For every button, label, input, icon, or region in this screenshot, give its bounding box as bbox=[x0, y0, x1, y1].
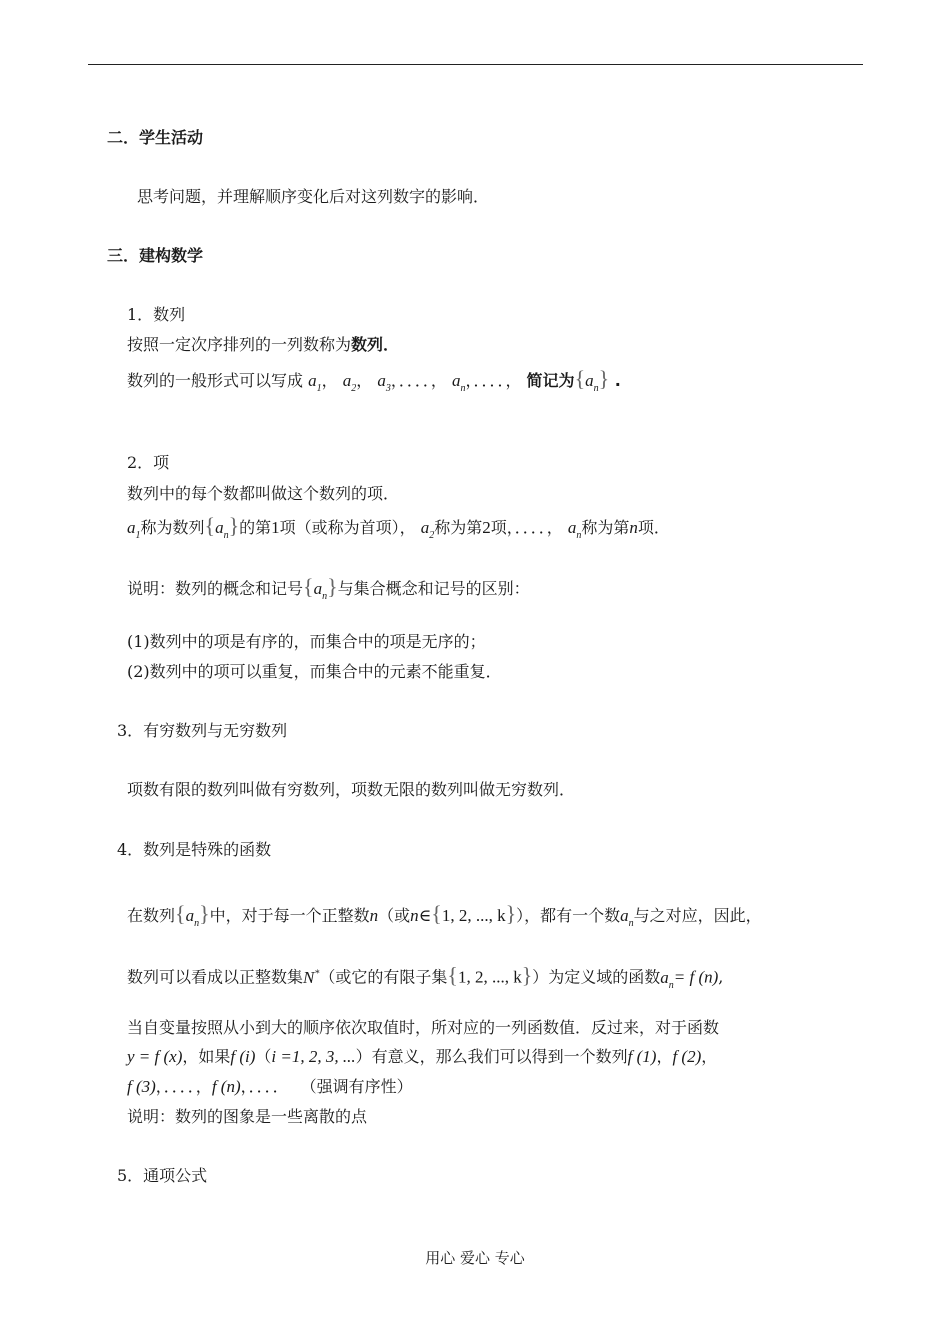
function-fn: = f (n) bbox=[673, 967, 719, 987]
function-para-line-4: y = f (x)，如果f (i)（i =1, 2, 3, ...）有意义，那么我们可以得到一个数列f (1)，f (2)， bbox=[127, 1047, 718, 1066]
finite-index-set: 1, 2, ..., k bbox=[457, 967, 522, 987]
student-activity-text: 思考问题，并理解顺序变化后对这列数字的影响． bbox=[137, 187, 490, 206]
sequence-notation-an: $a_n$ bbox=[185, 906, 200, 929]
difference-item-1: (1)数列中的项是有序的，而集合中的项是无序的； bbox=[127, 632, 486, 651]
finite-index-set: 1, 2, ..., k bbox=[441, 906, 506, 925]
section-heading-student-activity: 二．学生活动 bbox=[107, 128, 204, 147]
sequence-definition bbox=[127, 334, 399, 356]
emphasis-order-note: （强调有序性） bbox=[300, 1077, 413, 1096]
notation-note: 说明：数列的概念和记号$\{a_n\}$与集合概念和记号的区别： bbox=[127, 574, 530, 602]
finite-infinite-definition: 项数有限的数列叫做有穷数列，项数无限的数列叫做无穷数列． bbox=[127, 780, 576, 799]
page-footer: 用心 爱心 专心 bbox=[425, 1249, 525, 1267]
subheading-sequence: 1．数列 bbox=[127, 305, 186, 324]
index-two: 2 bbox=[482, 518, 491, 537]
term-naming-line: $a_1$称为数列$\{a_n\}$的第1项（或称为首项）， $a_2$称为第2项，．．．．， $a_n$称为第n项． bbox=[127, 513, 670, 541]
term-an: $a_n$ bbox=[620, 906, 634, 929]
element-of-symbol: ∈ bbox=[418, 906, 432, 925]
term-a2: $a_2$ bbox=[420, 518, 435, 541]
sequence-notation-an: $a_n$ bbox=[313, 579, 328, 602]
term-a2: $a_2$ bbox=[342, 371, 357, 394]
index-one: 1 bbox=[271, 518, 280, 537]
subheading-term: 2．项 bbox=[127, 453, 170, 472]
term-a1: $a_1$ bbox=[308, 371, 322, 394]
definition-text: 按照一定次序排列的一列数称为 bbox=[127, 335, 352, 354]
short-notation-label: 简记为 bbox=[526, 371, 575, 390]
ellipsis: ，．．．．， bbox=[390, 371, 447, 390]
subheading-special-function: 4．数列是特殊的函数 bbox=[117, 840, 272, 859]
subheading-general-term-formula: 5．通项公式 bbox=[117, 1166, 208, 1185]
term-f2: f (2) bbox=[672, 1047, 702, 1066]
term-a3: $a_3$ bbox=[377, 371, 391, 394]
term-fn: f (n) bbox=[211, 1077, 241, 1096]
general-form-text: 数列的一般形式可以写成 bbox=[127, 371, 304, 390]
graph-note: 说明：数列的图象是一些离散的点 bbox=[127, 1107, 368, 1126]
term-definition: 数列中的每个数都叫做这个数列的项． bbox=[127, 484, 400, 503]
function-para-line-2: 数列可以看成以正整数集N*（或它的有限子集{1, 2, ..., k}）为定义域的函数$a_n= f$ (n), bbox=[127, 962, 724, 991]
definition-term: 数列． bbox=[351, 335, 400, 354]
general-form-line: 数列的一般形式可以写成 $a_1$， $a_2$， $a_3$，．．．．， $a_n$，．．．．， 简记为$\{a_n\}$ . bbox=[127, 366, 621, 394]
term-f1: f (1) bbox=[627, 1047, 657, 1066]
function-para-line-5: f (3)，．．．．，f (n)，．．．． （强调有序性） bbox=[127, 1077, 413, 1096]
section-heading-construct-math: 三．建构数学 bbox=[107, 246, 204, 265]
function-an: $a_n$ bbox=[660, 967, 674, 991]
comma: ， bbox=[356, 371, 373, 390]
term-an: $a_n$ bbox=[567, 518, 582, 541]
function-para-line-3: 当自变量按照从小到大的顺序依次取值时，所对应的一列函数值．反过来，对于函数 bbox=[127, 1018, 720, 1037]
function-para-line-1: 在数列$\{a_n\}$中，对于每一个正整数n（或n∈{1, 2, ..., k}），都有一个数$a_n$与之对应，因此， bbox=[127, 901, 762, 929]
index-range: i =1, 2, 3, ... bbox=[271, 1047, 356, 1066]
index-n: n bbox=[629, 518, 638, 537]
sequence-notation-an: $a_n$ bbox=[215, 518, 229, 541]
function-fi: f (i) bbox=[230, 1047, 256, 1066]
term-a1: $a_1$ bbox=[127, 518, 141, 541]
positive-integers-set: N* bbox=[303, 967, 320, 987]
term-an: $a_n$ bbox=[451, 371, 466, 394]
term-f3: f (3) bbox=[127, 1077, 156, 1096]
comma: ， bbox=[321, 371, 338, 390]
ellipsis: ，．．．．， bbox=[465, 371, 522, 390]
difference-item-2: (2)数列中的项可以重复，而集合中的元素不能重复． bbox=[127, 662, 502, 681]
function-y-fx: y = f (x) bbox=[127, 1047, 183, 1066]
subheading-finite-infinite: 3．有穷数列与无穷数列 bbox=[117, 721, 288, 740]
header-rule bbox=[88, 64, 863, 65]
variable-n: n bbox=[369, 906, 379, 925]
sequence-notation-an: $a_n$ bbox=[585, 371, 599, 394]
